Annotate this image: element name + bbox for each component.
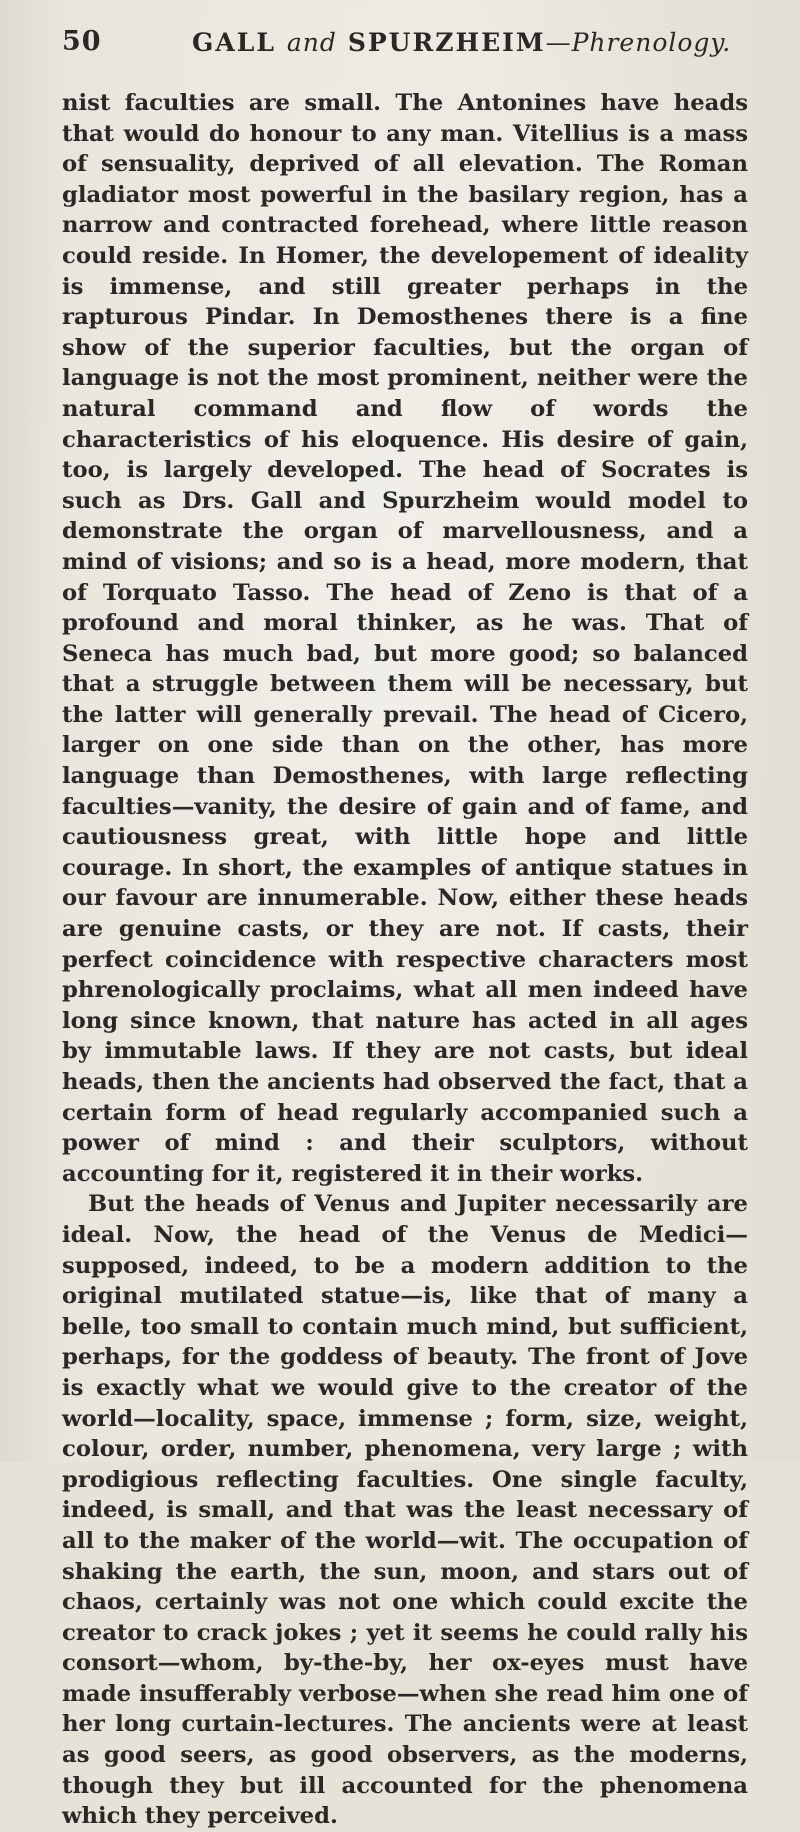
running-title-and: and (286, 28, 337, 57)
running-title-author-1: GALL (192, 28, 276, 57)
running-head (62, 26, 742, 66)
running-title-subject: Phrenology. (571, 28, 732, 57)
running-title (192, 28, 731, 57)
running-title-author-2: SPURZHEIM (347, 28, 546, 57)
body-text (62, 88, 748, 1832)
page-number: 50 (62, 26, 102, 57)
paragraph-2: But the heads of Venus and Jupiter necessarily are ideal. Now, the head of the Venus de Medici—supposed, indeed, to be a modern addition to the original mutilated statue—is, like that of many a belle, too small to contain much mind, but sufficient, perhaps, for the goddess of beauty. The front of Jove is exactly what we would give to the creator of the world—locality, space, immense ; form, size, weight, colour, order, number, phenomena, very large ; with prodigious reflecting faculties. One single faculty, indeed, is small, and that was the least necessary of all to the maker of the world—wit. The occupation of shaking the earth, the sun, moon, and stars out of chaos, certainly was not one which could excite the creator to crack jokes ; yet it seems he could rally his consort—whom, by-the-by, her ox-eyes must have made insufferably verbose—when she read him one of her long curtain-lectures. The ancients were at least as good seers, as good observers, as the moderns, though they but ill accounted for the phenomena which they perceived. (62, 1191, 748, 1830)
paragraph-1: nist faculties are small. The Antonines have heads that would do honour to any man. Vitellius is a mass of sensuality, deprived of all elevation. The Roman gladiator most powerful in the basilary region, has a narrow and contracted forehead, where little reason could reside. In Homer, the developement of ideality is immense, and still greater perhaps in the rapturous Pindar. In Demosthenes there is a fine show of the superior faculties, but the organ of language is not the most prominent, neither were the natural command and flow of words the characteristics of his eloquence. His desire of gain, too, is largely developed. The head of Socrates is such as Drs. Gall and Spurzheim would model to demonstrate the organ of marvellousness, and a mind of visions; and so is a head, more modern, that of Torquato Tasso. The head of Zeno is that of a profound and moral thinker, as he was. That of Seneca has much bad, but more good; so balanced that a struggle between them will be necessary, but the latter will generally prevail. The head of Cicero, larger on one side than on the other, has more language than Demosthenes, with large reflecting faculties—vanity, the desire of gain and of fame, and cautiousness great, with little hope and little courage. In short, the examples of antique statues in our favour are innumerable. Now, either these heads are genuine casts, or they are not. If casts, their perfect coincidence with respective characters most phrenologically proclaims, what all men indeed have long since known, that nature has acted in all ages by immutable laws. If they are not casts, but ideal heads, then the ancients had observed the fact, that a certain form of head regularly accompanied such a power of mind : and their sculptors, without accounting for it, registered it in their works. (62, 90, 748, 1187)
running-title-dash: — (545, 28, 572, 57)
